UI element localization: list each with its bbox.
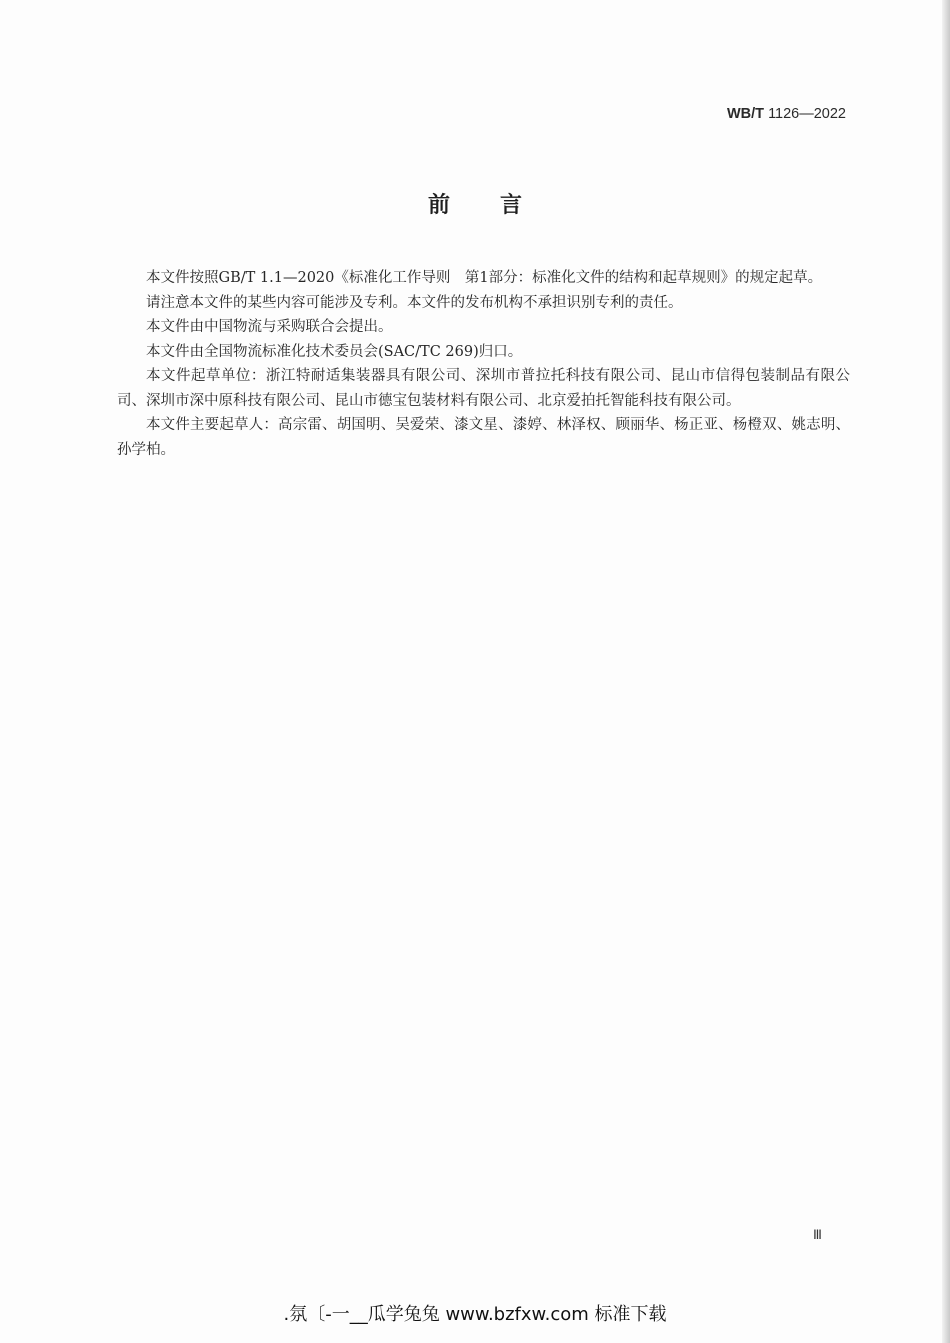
document-code-number: 1126—2022 (768, 106, 846, 122)
paragraph-patent-notice: 请注意本文件的某些内容可能涉及专利。本文件的发布机构不承担识别专利的责任。 (146, 294, 683, 311)
document-code (727, 106, 846, 122)
foreword-body (117, 266, 850, 462)
page-title: 前言 (427, 193, 572, 218)
paragraph-drafters: 本文件主要起草人：高宗雷、胡国明、吴爱荣、漆文星、漆婷、林泽权、顾丽华、杨正亚、杨橙双、姚志明、孙学柏。 (117, 417, 850, 458)
document-code-prefix: WB/T (726, 106, 765, 122)
paragraph-drafting-units: 本文件起草单位：浙江特耐适集装器具有限公司、深圳市普拉托科技有限公司、昆山市信得包装制品有限公司、深圳市深中原科技有限公司、昆山市德宝包装材料有限公司、北京爱拍托智能科技有限公司。 (117, 368, 850, 409)
page-number: Ⅲ (813, 1227, 822, 1242)
paragraph-under-jurisdiction: 本文件由全国物流标准化技术委员会(SAC/TC 269)归口。 (146, 343, 523, 360)
watermark-footer: .氛〔-一__瓜学兔兔 www.bzfxw.com 标准下载 (283, 1304, 667, 1325)
paragraph-proposed-by: 本文件由中国物流与采购联合会提出。 (146, 319, 393, 335)
paragraph-drafting-rules: 本文件按照GB/T 1.1—2020《标准化工作导则 第1部分：标准化文件的结构和起草规则》的规定起草。 (146, 270, 823, 286)
